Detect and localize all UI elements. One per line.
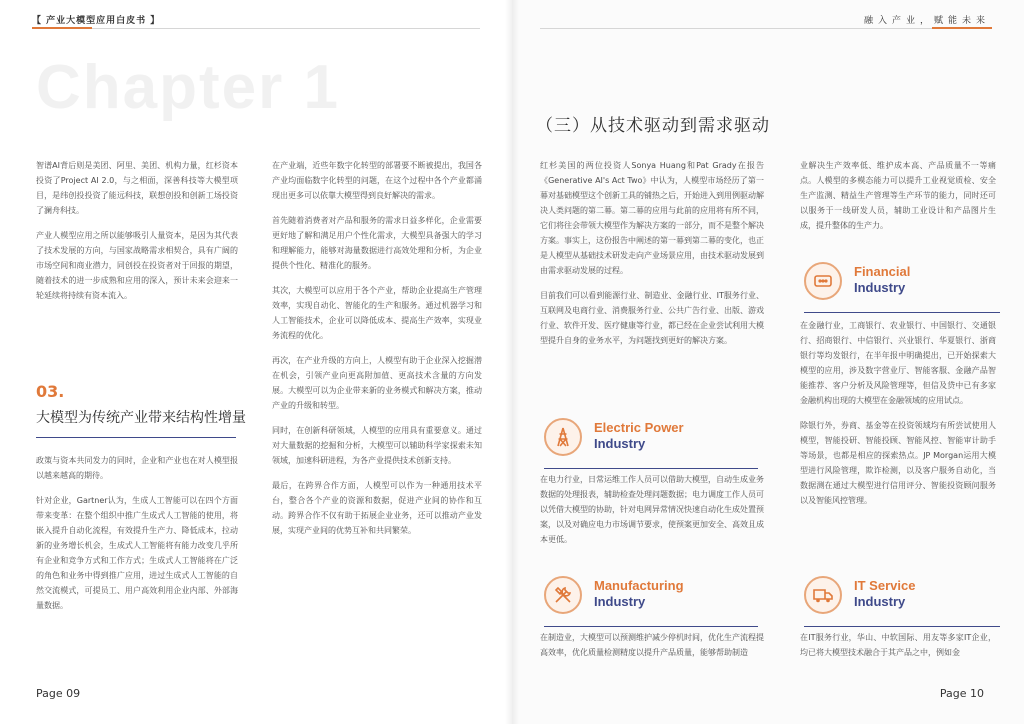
right-page [512,0,1024,724]
paragraph: 在电力行业，日常运维工作人员可以借助大模型，自动生成业务数据的处理报表，辅助检查处理问题数据；电力调度工作人员可以凭借大模型的协助，针对电网异常情况快速自动化生成处置预案，以及对确应电力市场调节要求，使预案更加安全、高效且成本更低。 [540,475,764,544]
paragraph: 在金融行业，工商银行、农业银行、中国银行、交通银行、招商银行、中信银行、兴业银行、华夏银行、浙商银行等均发银行，在半年报中明确提出，已开始探索大模型的应用，涉及数字营业厅、智能客服、金融产品智能推荐、客户分析及风险管理等，但信及贷中已有多家金融机构出现的大模型在金融领域的应用试点。 [800,321,996,405]
paragraph: 除银行外，券商、基金等在投资领域均有所尝试使用人模型，智能投研、智能投顾、智能风控、智能审计助手等场景，也都是相应的探索热点。JP Morgan运用大模型进行风险管理，欺诈检测，以及客户服务自动化，当数据测在通过大模型进行信用评分、智能投资顾问服务以及智能风控管理。 [800,421,996,505]
industry-title: Manufacturing [594,578,684,593]
paragraph: 产业人模型应用之所以能够吸引人量资本，是因为其代表了技术发展的方向，与国家战略需求相契合，具有广阔的市场空间和商业潜力，同创投在投资者对于回报的期望，随着技术的进一步成熟和应用的深入，预计未来会迎来一轮延续将持续有资本流入。 [36,231,238,300]
industry-subtitle: Industry [594,594,646,609]
left-col2 [272,158,482,548]
industry-rule [804,626,1000,627]
chapter-watermark: Chapter 1 [36,53,340,122]
paragraph: 在产业端，近些年数字化转型的部署要不断被提出，我国各产业均面临数字化转型的问题，在这个过程中各个产业都涌现出更多可以依靠大模型得到良好解决的需求。 [272,161,482,200]
header-accent [932,27,992,29]
paragraph: 其次，大模型可以应用于各个产业，帮助企业提高生产管理效率，实现自动化、智能化的生产和服务。通过机器学习和人工智能技术，企业可以降低成本、提高生产效率，实现业务流程的优化。 [272,286,482,340]
header-title: 【 产业大模型应用白皮书 】 [32,16,161,26]
paragraph: 首先随着消费者对产品和服务的需求日益多样化，企业需要更好地了解和满足用户个性化需求，大模型具备强大的学习和理解能力，能够对海量数据进行高效处理和分析，为企业提供个性化、精准化的服务。 [272,216,482,270]
right-col4-mid [800,318,996,518]
header-rule [32,28,480,29]
section-heading-rule [36,437,236,438]
left-col1-top [36,158,238,313]
paragraph: 针对企业，Gartner认为，生成人工智能可以在四个方面带来变革：在整个组织中推广生成式人工智能的使用，将嵌入提升自动化流程，有效提升生产力、降低成本，拉动新的业务增长机会，生成式人工智能将有能力改变几乎所有企业和竞争方式和工作方式；生成式人工智能将在广泛的角色和业务中得到推广应用，进过生成式人工智能的自然交流模式，可提员工、用户高效利用企业内部、外部海量数据。 [36,496,238,610]
industry-subtitle: Industry [854,594,906,609]
section-number: 03. [36,382,65,401]
industry-subtitle: Industry [594,436,646,451]
paragraph: 业解决生产效率低、维护成本高、产品质量不一等痛点。人模型的多模态能力可以提升工业视觉质检、安全生产监测、精益生产管理等生产环节的能力，同时还可以服务于一线研发人员，辅助工业设计和产品图片生成，提升整体的生产力。 [800,161,996,230]
paragraph: 同时，在创新科研领域，人模型的应用具有重要意义。通过对大量数据的挖掘和分析，大模型可以辅助科学家探索未知领域，加速科研进程，为各产业提供技术创新支持。 [272,426,482,465]
page-number-left: Page 09 [36,687,81,700]
right-col3-bottom [540,630,764,670]
right-col3-top [540,158,764,358]
page-number-right: Page 10 [939,687,984,700]
paragraph: 在IT服务行业，华山、中软国际、用友等多家IT企业，均已将大模型技术融合于其产品之中，例如金 [800,633,996,657]
right-col4-bottom [800,630,996,670]
industry-rule [804,312,1000,313]
right-col4-top [800,158,996,243]
industry-title: IT Service [854,578,916,593]
industry-rule [544,626,758,627]
industry-rule [544,468,758,469]
power-tower-icon [544,418,582,456]
section-title: （三）从技术驱动到需求驱动 [536,116,770,136]
industry-title: Financial [854,264,911,279]
paragraph: 再次，在产业升级的方向上，人模型有助于企业深入挖掘潜在机会，引领产业向更高附加值、更高技术含量的方向发展。大模型可以为企业带来新的业务模式和解决方案，推动产业的升级和转型。 [272,356,482,410]
paragraph: 红杉美国的两位投资人Sonya Huang和Pat Grady在报告《Generative AI's Act Two》中认为，人模型市场经历了第一幕对基础模型这个创新工具的铺热之后，开始进入到用例驱动解决人类问题的第二幕。第二幕的应用与此前的应用将有所不同，它们将往会带领大模型作为解决方案的一部分，而不是整个解决方案。事实上，这份报告中阐述的第一幕到第二幕的变化，也正是人模型从基础技术研发走向产业场景应用，由技术驱动发展到由需求驱动发展的过程。 [540,161,764,275]
paragraph: 最后，在跨界合作方面，人模型可以作为一种通用技术平台，整合各个产业的资源和数据，促进产业间的协作和互动。跨界合作不仅有助于拓展企业业务，还可以推动产业发展，实现产业间的优势互补和共同繁荣。 [272,481,482,535]
truck-icon [804,576,842,614]
header-slogan: 融入产业，赋能未来 [863,16,990,26]
tools-icon [544,576,582,614]
header-accent [32,27,92,29]
paragraph: 智谱AI背后则是美团、阿里、美团、机构力量，红杉资本投资了Project AI 2.0，与之相面，深善科技等大模型项目，是纬创投投资了能远科技，联想创投和创新工场投资了澜舟科技。 [36,161,238,215]
left-col1-bottom [36,453,238,623]
book-spine-shadow [505,0,519,724]
industry-subtitle: Industry [854,280,906,295]
section-heading: 大模型为传统产业带来结构性增量 [36,410,246,426]
paragraph: 政策与资本共同发力的同时，企业和产业也在对人模型报以越来越高的期待。 [36,456,238,480]
bank-card-icon [804,262,842,300]
right-col3-mid [540,472,764,557]
paragraph: 目前我们可以看到能源行业、制造业、金融行业、IT服务行业、互联网及电商行业、消费服务行业、公共广告行业、出版、游戏行业、软件开发、医疗健康等行业，都已经在企业尝试利用大模型提升自身的业务水平，为问题找到更好的解决方案。 [540,291,764,345]
paragraph: 在制造业，大模型可以预测维护减少停机时间，优化生产流程提高效率，优化质量检测精度以提升产品质量，能够帮助制造 [540,633,764,657]
header-rule [540,28,992,29]
industry-title: Electric Power [594,420,684,435]
